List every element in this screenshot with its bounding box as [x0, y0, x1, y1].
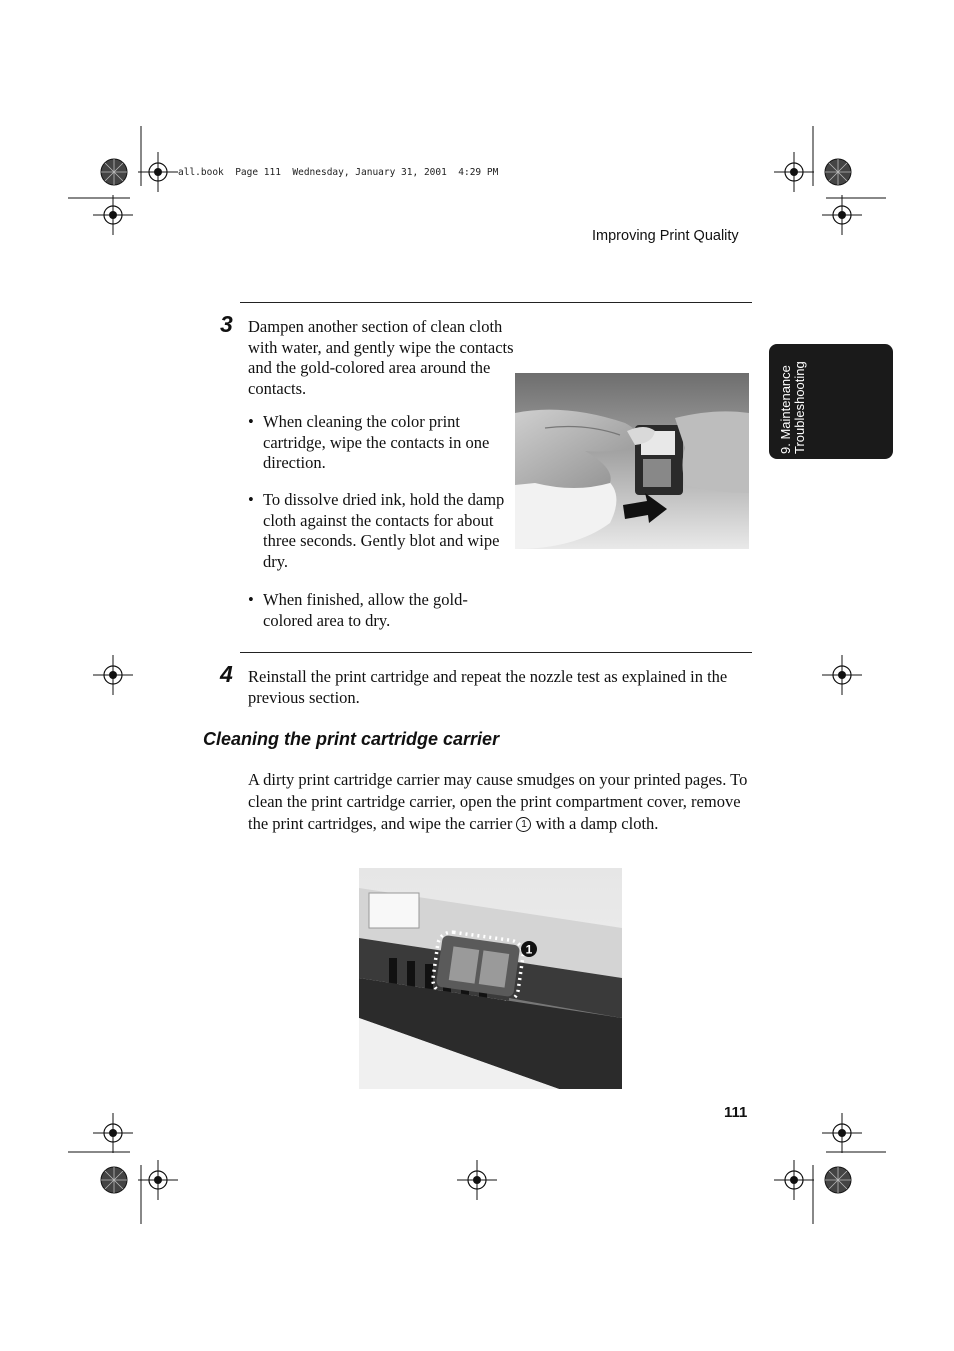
cartridge-wipe-photo [515, 373, 749, 549]
step3-bullet-1 [248, 412, 518, 474]
step3-number: 3 [220, 311, 233, 337]
rule-step4 [240, 652, 752, 653]
carrier-photo [359, 868, 622, 1089]
section-paragraph [248, 769, 748, 835]
section-text-before: A dirty print cartridge carrier may cause smudges on your printed pages. To clean the print cartridge carrier, open the print compartment cover, remove the print cartridges, and wipe the carrier [248, 770, 748, 833]
step3-text: Dampen another section of clean cloth with water, and gently wipe the contacts and the gold-colored area around the contacts. [248, 317, 514, 398]
running-header: Improving Print Quality [592, 228, 739, 244]
circled-ref-number: 1 [521, 819, 527, 830]
bullet-text: When cleaning the color print cartridge, wipe the contacts in one direction. [263, 412, 490, 472]
page-number: 111 [724, 1104, 748, 1121]
carrier-illustration [359, 868, 622, 1089]
section-heading: Cleaning the print cartridge carrier [203, 729, 500, 749]
bullet-dot: • [248, 412, 254, 431]
rule-step3 [240, 302, 752, 303]
step3-bullet-3 [248, 590, 488, 631]
side-tab [769, 344, 893, 459]
carrier-callout-number: 1 [525, 942, 533, 957]
print-slug: all.book Page 111 Wednesday, January 31, 2001 4:29 PM [178, 167, 499, 178]
bullet-dot: • [248, 490, 254, 509]
circled-ref [516, 817, 531, 832]
bullet-text: When finished, allow the gold-colored area to dry. [263, 590, 468, 630]
cartridge-wipe-illustration [515, 373, 749, 549]
section-text-after: with a damp cloth. [535, 814, 659, 833]
step4-text: Reinstall the print cartridge and repeat the nozzle test as explained in the previous section. [248, 667, 728, 707]
step4-number: 4 [220, 661, 233, 687]
side-tab-line1: 9. Maintenance [778, 365, 793, 454]
bullet-dot: • [248, 590, 254, 609]
side-tab-line2: Troubleshooting [792, 361, 807, 454]
bullet-text: To dissolve dried ink, hold the damp cloth against the contacts for about three seconds. Gently blot and wipe dry. [263, 490, 505, 571]
step3-bullet-2 [248, 490, 518, 572]
